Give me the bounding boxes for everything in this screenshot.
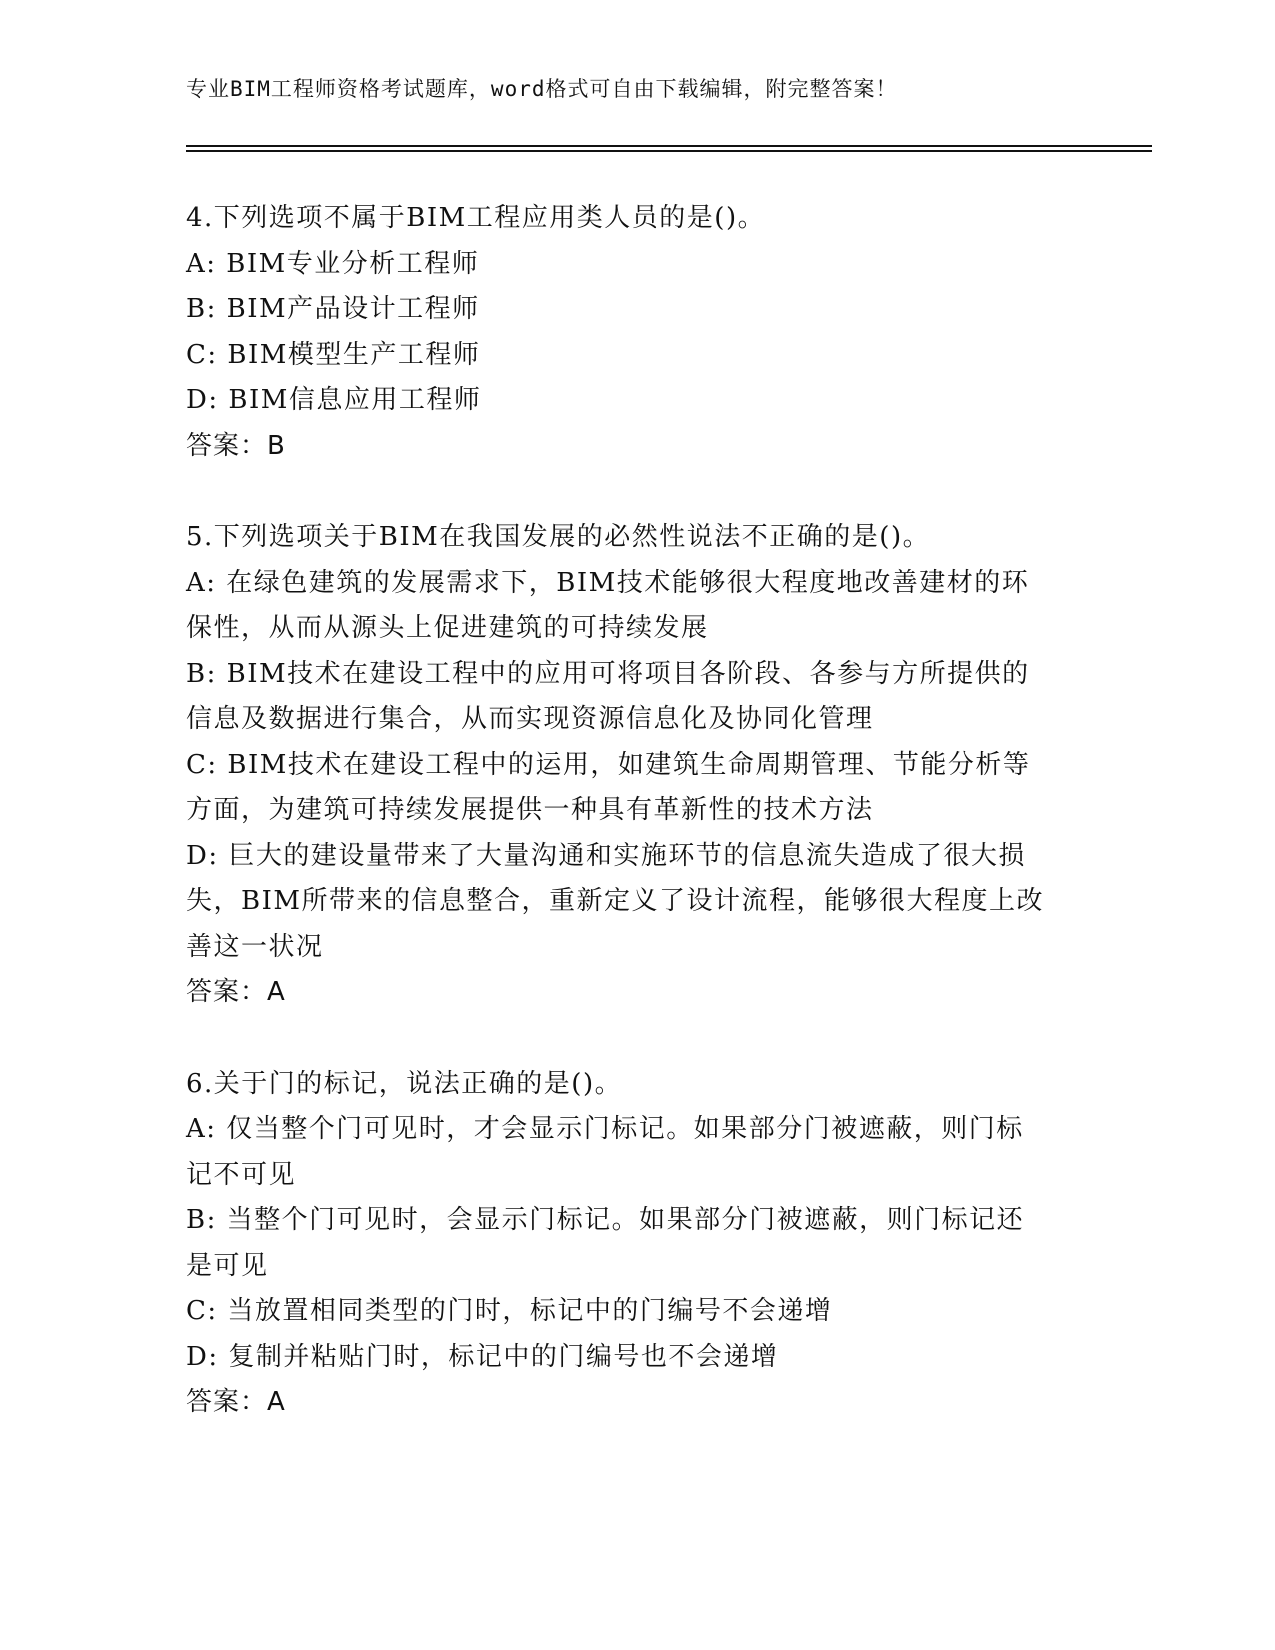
question-6 <box>186 1062 1086 1426</box>
option-a-continued: 保性，从而从源头上促进建筑的可持续发展 <box>186 613 709 643</box>
option-d-continued: 失，BIM所带来的信息整合，重新定义了设计流程，能够很大程度上改 <box>186 886 1044 916</box>
question-5 <box>186 515 1086 1016</box>
option-a-continued: 记不可见 <box>186 1159 297 1190</box>
option-d-continued-2: 善这一状况 <box>186 931 324 962</box>
option-a: A: 在绿色建筑的发展需求下，BIM技术能够很大程度地改善建材的环 <box>186 567 1030 598</box>
option-b: B: BIM产品设计工程师 <box>186 294 480 324</box>
page-header: 专业BIM工程师资格考试题库，word格式可自由下载编辑，附完整答案！ <box>186 77 898 101</box>
question-stem: 4.下列选项不属于BIM工程应用类人员的是()。 <box>186 203 766 233</box>
header-rule-bottom <box>186 150 1152 152</box>
header-rule-top <box>186 145 1152 147</box>
option-b: B: BIM技术在建设工程中的应用可将项目各阶段、各参与方所提供的 <box>186 658 1030 689</box>
answer: 答案：B <box>186 430 286 461</box>
option-c-continued: 方面，为建筑可持续发展提供一种具有革新性的技术方法 <box>186 795 874 825</box>
answer: 答案：A <box>186 977 286 1007</box>
question-stem: 6.关于门的标记，说法正确的是()。 <box>186 1068 623 1099</box>
option-c: C: BIM模型生产工程师 <box>186 339 481 370</box>
question-list <box>186 196 1086 1472</box>
option-b-continued: 是可见 <box>186 1250 269 1281</box>
option-b-continued: 信息及数据进行集合，从而实现资源信息化及协同化管理 <box>186 704 874 734</box>
question-stem: 5.下列选项关于BIM在我国发展的必然性说法不正确的是()。 <box>186 522 931 552</box>
option-d: D: BIM信息应用工程师 <box>186 385 482 415</box>
option-c: C: BIM技术在建设工程中的运用，如建筑生命周期管理、节能分析等 <box>186 749 1031 780</box>
option-d: D: 复制并粘贴门时，标记中的门编号也不会递增 <box>186 1341 779 1372</box>
option-a: A: BIM专业分析工程师 <box>186 248 480 279</box>
option-a: A: 仅当整个门可见时，才会显示门标记。如果部分门被遮蔽，则门标 <box>186 1114 1024 1144</box>
option-c: C: 当放置相同类型的门时，标记中的门编号不会递增 <box>186 1296 833 1326</box>
answer: 答案：A <box>186 1387 286 1417</box>
question-4 <box>186 196 1086 469</box>
option-b: B: 当整个门可见时，会显示门标记。如果部分门被遮蔽，则门标记还 <box>186 1205 1025 1235</box>
option-d: D: 巨大的建设量带来了大量沟通和实施环节的信息流失造成了很大损 <box>186 840 1026 871</box>
